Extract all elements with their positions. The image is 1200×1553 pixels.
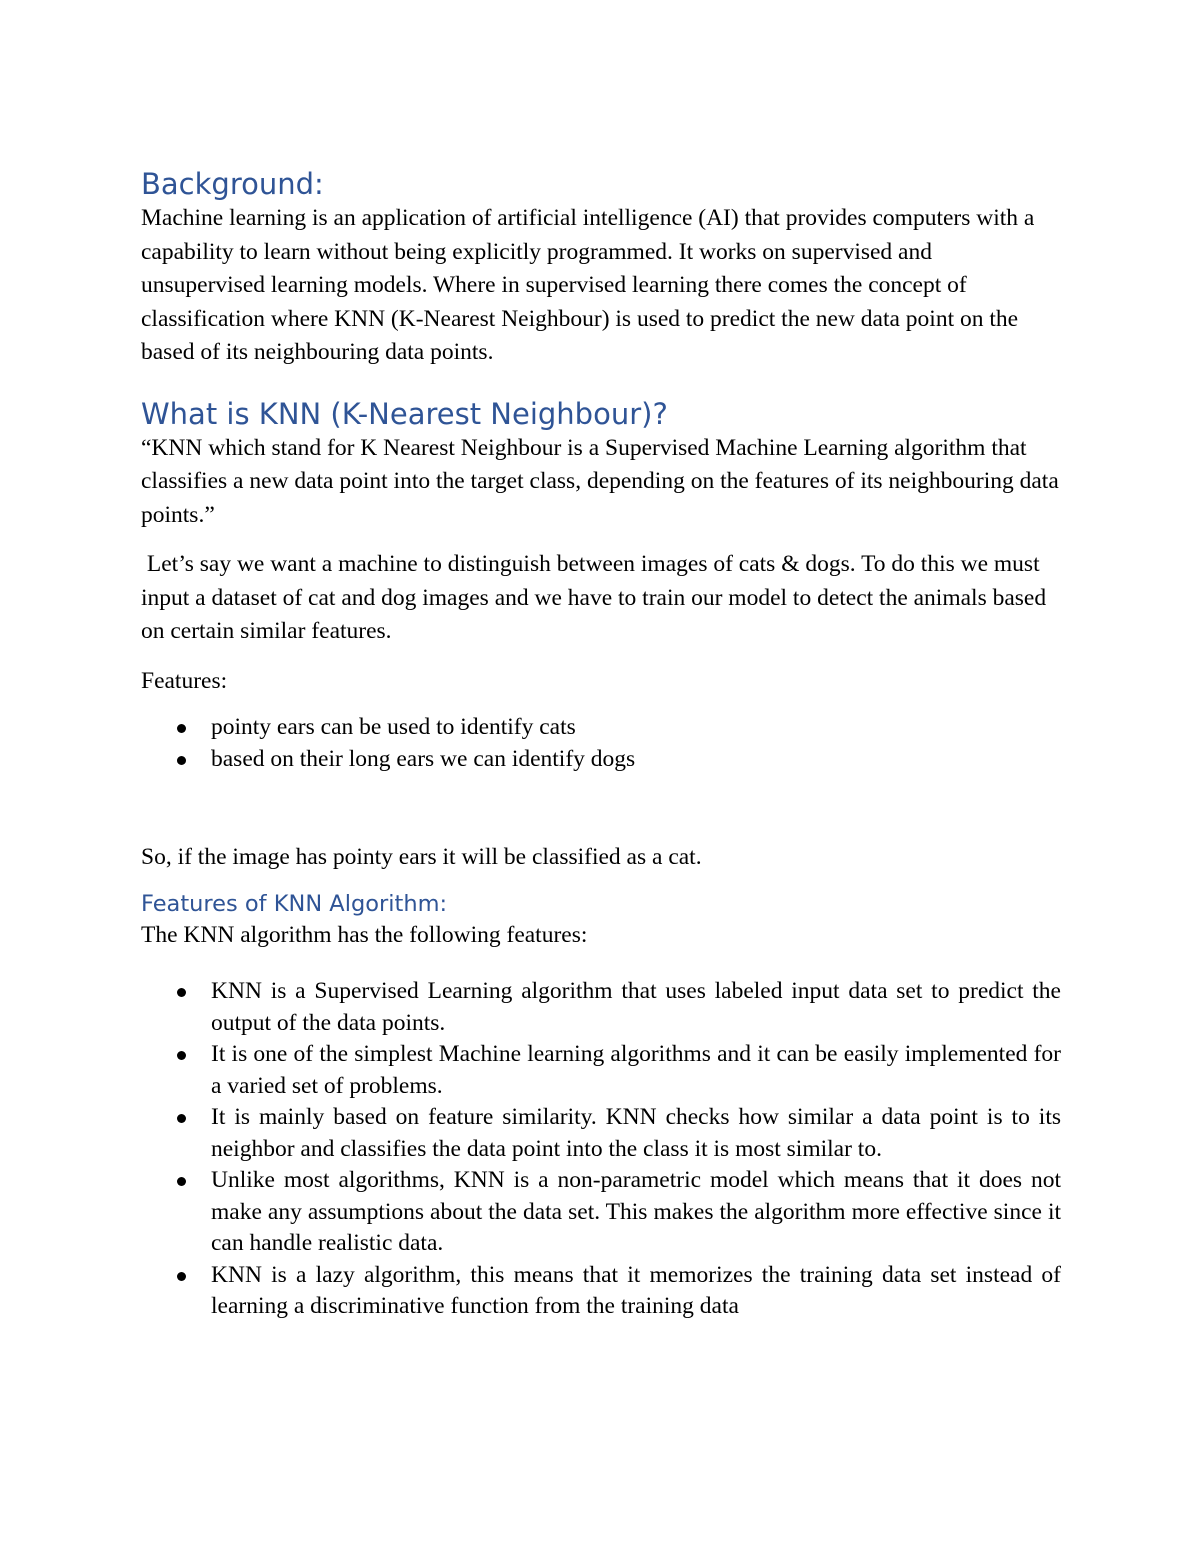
what-is-knn-heading: What is KNN (K-Nearest Neighbour)? <box>141 396 668 431</box>
knn-definition-quote: “KNN which stand for K Nearest Neighbour is a Supervised Machine Learning algorithm that classifies a new data point into the target class, depending on the features of its neighbouring data points.” <box>141 434 1059 528</box>
bullet-icon <box>177 1177 186 1186</box>
document-body <box>141 166 1061 1323</box>
background-heading: Background: <box>141 167 324 201</box>
features-bullet-list <box>141 712 1061 775</box>
list-item <box>141 712 1061 744</box>
list-item <box>141 976 1061 1039</box>
list-item-text: pointy ears can be used to identify cats <box>211 714 576 740</box>
bullet-icon <box>177 988 186 997</box>
list-item-text: KNN is a lazy algorithm, this means that it memorizes the training data set instead of learning a discriminative function from the training data <box>211 1261 1061 1319</box>
features-label: Features: <box>141 667 228 694</box>
background-paragraph: Machine learning is an application of artificial intelligence (AI) that provides computers with a capability to learn without being explicitly programmed. It works on supervised and unsupervised learning models. Where in supervised learning there comes the concept of classification where KNN (K-Nearest Neighbour) is used to predict the new data point on the based of its neighbouring data points. <box>141 205 1035 365</box>
knn-features-bullet-list <box>141 976 1061 1323</box>
list-item-text: based on their long ears we can identify dogs <box>211 745 636 772</box>
bullet-icon <box>177 756 186 765</box>
bullet-icon <box>177 724 186 733</box>
list-item <box>141 1260 1061 1323</box>
conclusion-paragraph: So, if the image has pointy ears it will be classified as a cat. <box>141 844 702 870</box>
list-item-text: It is one of the simplest Machine learning algorithms and it can be easily implemented for a varied set of problems. <box>211 1041 1061 1099</box>
list-item-text: Unlike most algorithms, KNN is a non-parametric model which means that it does not make any assumptions about the data set. This makes the algorithm more effective since it can handle realistic data. <box>211 1167 1061 1256</box>
bullet-icon <box>177 1272 186 1281</box>
list-item <box>141 1039 1061 1102</box>
list-item-text: It is mainly based on feature similarity. KNN checks how similar a data point is to its neighbor and classifies the data point into the class it is most similar to. <box>211 1104 1061 1162</box>
list-item <box>141 744 1061 776</box>
bullet-icon <box>177 1051 186 1060</box>
bullet-icon <box>177 1114 186 1123</box>
list-item <box>141 1165 1061 1260</box>
features-of-knn-heading: Features of KNN Algorithm: <box>141 890 448 917</box>
list-item-text: KNN is a Supervised Learning algorithm that uses labeled input data set to predict the output of the data points. <box>211 978 1061 1036</box>
cats-dogs-example-paragraph: Let’s say we want a machine to distinguish between images of cats & dogs. To do this we must input a dataset of cat and dog images and we have to train our model to detect the animals based on certain similar features. <box>141 551 1052 644</box>
features-of-knn-intro: The KNN algorithm has the following features: <box>141 921 588 948</box>
list-item <box>141 1102 1061 1165</box>
